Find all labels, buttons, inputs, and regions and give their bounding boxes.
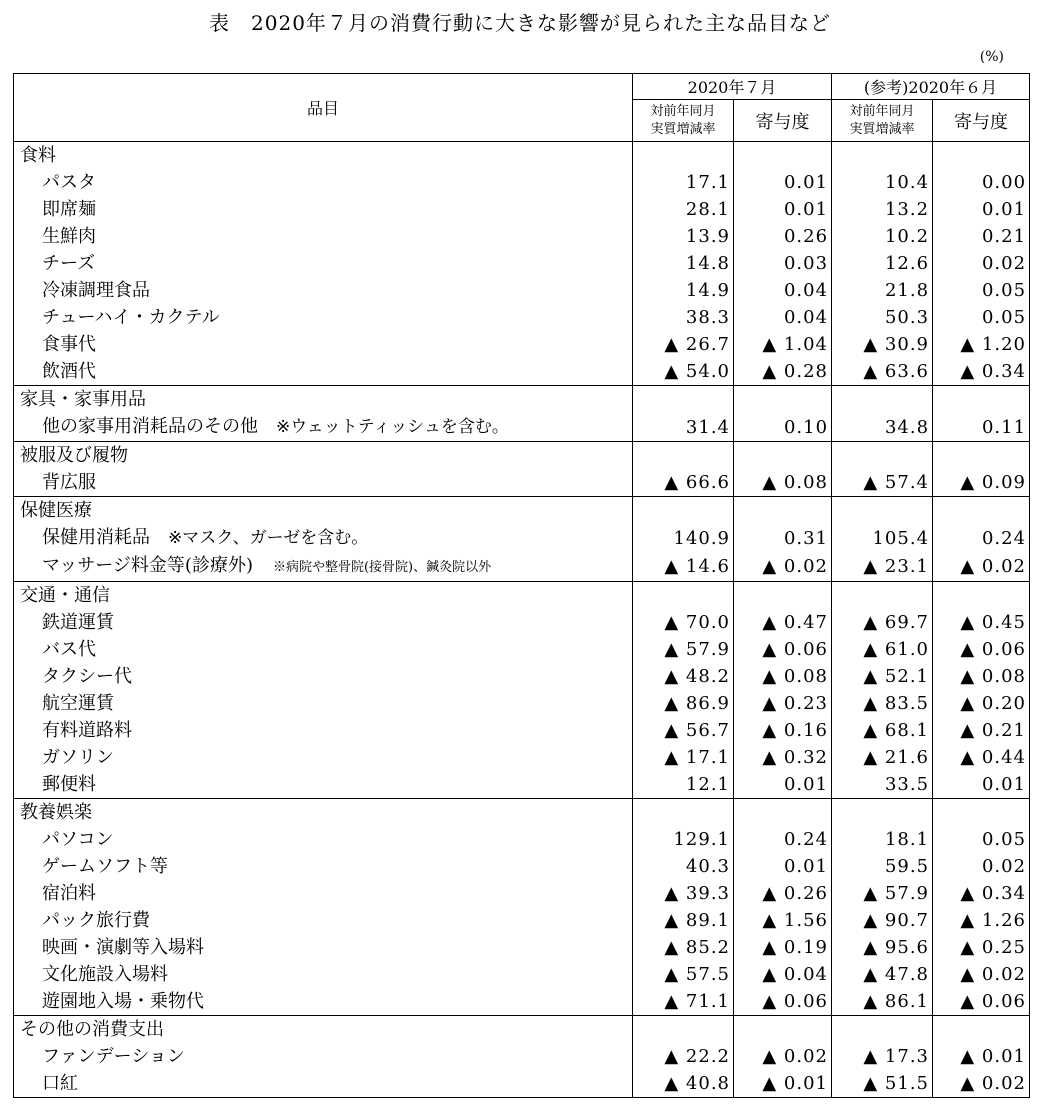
table-row [14,1070,1030,1098]
item-name: 生鮮肉 [42,226,96,247]
group-empty-cell [832,497,933,525]
value-cell: 105.4 [832,524,933,552]
table-row [14,169,1030,196]
table-row [14,552,1030,582]
group-empty-cell [933,799,1030,827]
value-cell: ▲ 26.7 [633,331,734,358]
item-name: ファンデーション [42,1046,185,1067]
item-name-cell [14,853,633,880]
value-cell: 50.3 [832,304,933,331]
value-cell: 38.3 [633,304,734,331]
value-cell: ▲ 70.0 [633,609,734,636]
item-name-cell [14,934,633,961]
item-note: ※病院や整骨院(接骨院)、鍼灸院以外 [272,560,492,575]
item-name-cell [14,1070,633,1098]
contribution-header: 寄与度 [734,100,832,142]
value-cell: ▲ 71.1 [633,988,734,1016]
change-rate-header-ref [832,100,933,142]
value-cell: ▲ 1.56 [734,907,832,934]
item-name: パスタ [42,172,96,193]
group-row [14,386,1030,414]
value-cell: 10.4 [832,169,933,196]
table-row [14,524,1030,552]
value-cell: ▲ 0.25 [933,934,1030,961]
value-cell: ▲ 39.3 [633,880,734,907]
value-cell: ▲ 22.2 [633,1043,734,1070]
value-cell: ▲ 0.19 [734,934,832,961]
group-row [14,582,1030,610]
group-empty-cell [832,1016,933,1044]
item-column-header: 品目 [14,74,633,142]
value-cell: 13.2 [832,196,933,223]
item-name: チューハイ・カクテル [42,307,220,328]
value-cell: ▲ 57.5 [633,961,734,988]
item-name-cell [14,469,633,497]
value-cell: 0.04 [734,277,832,304]
group-name: 交通・通信 [14,582,633,610]
item-name: 口紅 [42,1073,78,1094]
change-rate-header-line2: 実質増減率 [650,121,716,137]
value-cell: 14.9 [633,277,734,304]
table-row [14,988,1030,1016]
group-name: 被服及び履物 [14,442,633,470]
value-cell: 14.8 [633,250,734,277]
group-empty-cell [832,582,933,610]
item-name: 映画・演劇等入場料 [42,937,204,958]
item-name-cell [14,961,633,988]
change-rate-header-ref-line1: 対前年同月 [849,103,915,119]
value-cell: ▲ 89.1 [633,907,734,934]
value-cell: ▲ 56.7 [633,717,734,744]
value-cell: ▲ 0.08 [734,663,832,690]
value-cell: 140.9 [633,524,734,552]
group-row [14,1016,1030,1044]
value-cell: ▲ 0.34 [933,358,1030,386]
value-cell: ▲ 0.06 [734,636,832,663]
item-name-cell [14,988,633,1016]
value-cell: ▲ 0.04 [734,961,832,988]
table-row [14,250,1030,277]
period-current-header: 2020年７月 [633,74,832,100]
value-cell: 0.03 [734,250,832,277]
table-row [14,331,1030,358]
item-name-cell [14,880,633,907]
item-name: パソコン [42,829,114,850]
table-row [14,744,1030,771]
value-cell: 0.10 [734,413,832,442]
value-cell: ▲ 21.6 [832,744,933,771]
value-cell: ▲ 85.2 [633,934,734,961]
group-empty-cell [933,582,1030,610]
group-empty-cell [633,799,734,827]
value-cell: ▲ 61.0 [832,636,933,663]
item-name: 文化施設入場料 [42,964,168,985]
value-cell: ▲ 0.02 [734,1043,832,1070]
item-name-cell [14,744,633,771]
group-empty-cell [734,386,832,414]
group-name: 保健医療 [14,497,633,525]
value-cell: ▲ 52.1 [832,663,933,690]
value-cell: ▲ 0.02 [734,552,832,582]
value-cell: 10.2 [832,223,933,250]
value-cell: 13.9 [633,223,734,250]
value-cell: 0.05 [933,304,1030,331]
value-cell: ▲ 1.26 [933,907,1030,934]
value-cell: ▲ 30.9 [832,331,933,358]
value-cell: ▲ 0.34 [933,880,1030,907]
item-name-cell [14,304,633,331]
table-row [14,304,1030,331]
value-cell: 17.1 [633,169,734,196]
item-name: チーズ [42,253,96,274]
item-note: ※ウェットティッシュを含む。 [276,417,509,437]
group-empty-cell [734,582,832,610]
item-name: バス代 [42,639,96,660]
unit-label: (%) [979,49,1004,65]
group-name: 家具・家事用品 [14,386,633,414]
value-cell: ▲ 0.01 [933,1043,1030,1070]
item-name-cell [14,196,633,223]
item-name: 宿泊料 [42,883,96,904]
item-name: 飲酒代 [42,361,96,382]
item-name-cell [14,169,633,196]
value-cell: 0.01 [933,771,1030,799]
value-cell: ▲ 23.1 [832,552,933,582]
item-name: 有料道路料 [42,720,132,741]
value-cell: ▲ 0.08 [734,469,832,497]
group-empty-cell [832,799,933,827]
value-cell: 21.8 [832,277,933,304]
table-row [14,413,1030,442]
group-empty-cell [832,142,933,170]
table-row [14,771,1030,799]
item-note: ※マスク、ガーゼを含む。 [168,528,369,548]
value-cell: 28.1 [633,196,734,223]
value-cell: 0.11 [933,413,1030,442]
item-name-cell [14,358,633,386]
item-name: ゲームソフト等 [42,856,168,877]
value-cell: 0.01 [734,853,832,880]
value-cell: ▲ 40.8 [633,1070,734,1098]
group-row [14,142,1030,170]
item-name-cell [14,609,633,636]
group-empty-cell [633,497,734,525]
value-cell: ▲ 48.2 [633,663,734,690]
item-name: パック旅行費 [42,910,150,931]
table-row [14,196,1030,223]
value-cell: 0.01 [734,169,832,196]
value-cell: ▲ 66.6 [633,469,734,497]
item-name: ガソリン [42,747,114,768]
item-name: 食事代 [42,334,96,355]
value-cell: 0.24 [933,524,1030,552]
value-cell: 34.8 [832,413,933,442]
table-row [14,717,1030,744]
item-name-cell [14,771,633,799]
value-cell: 0.01 [734,196,832,223]
item-name-cell [14,223,633,250]
item-name: 他の家事用消耗品のその他 [42,416,258,437]
table-row [14,1043,1030,1070]
item-name-cell [14,717,633,744]
value-cell: 0.21 [933,223,1030,250]
value-cell: 0.24 [734,826,832,853]
value-cell: ▲ 0.44 [933,744,1030,771]
group-empty-cell [734,799,832,827]
value-cell: ▲ 1.04 [734,331,832,358]
group-empty-cell [933,442,1030,470]
item-name: 即席麺 [42,199,96,220]
table-row [14,277,1030,304]
value-cell: ▲ 47.8 [832,961,933,988]
value-cell: 0.01 [933,196,1030,223]
group-empty-cell [633,386,734,414]
value-cell: ▲ 0.21 [933,717,1030,744]
value-cell: ▲ 0.16 [734,717,832,744]
contribution-header-ref: 寄与度 [933,100,1030,142]
item-name: 背広服 [42,472,96,493]
value-cell: ▲ 0.20 [933,690,1030,717]
group-empty-cell [734,1016,832,1044]
change-rate-header-ref-line2: 実質増減率 [849,121,915,137]
group-empty-cell [933,497,1030,525]
group-row [14,799,1030,827]
value-cell: ▲ 0.28 [734,358,832,386]
value-cell: ▲ 54.0 [633,358,734,386]
group-empty-cell [633,582,734,610]
item-name: 航空運賃 [42,693,114,714]
item-name-cell [14,636,633,663]
value-cell: 0.05 [933,826,1030,853]
item-name-cell [14,524,633,552]
table-row [14,934,1030,961]
value-cell: ▲ 86.1 [832,988,933,1016]
value-cell: ▲ 17.1 [633,744,734,771]
group-empty-cell [933,1016,1030,1044]
table-row [14,907,1030,934]
value-cell: ▲ 14.6 [633,552,734,582]
value-cell: ▲ 51.5 [832,1070,933,1098]
table-row [14,469,1030,497]
item-name: 保健用消耗品 [42,527,150,548]
value-cell: ▲ 63.6 [832,358,933,386]
value-cell: ▲ 0.47 [734,609,832,636]
group-empty-cell [633,1016,734,1044]
value-cell: ▲ 1.20 [933,331,1030,358]
item-name-cell [14,1043,633,1070]
value-cell: ▲ 86.9 [633,690,734,717]
group-empty-cell [633,142,734,170]
value-cell: ▲ 0.45 [933,609,1030,636]
value-cell: 0.04 [734,304,832,331]
change-rate-header [633,100,734,142]
table-row [14,690,1030,717]
item-name-cell [14,277,633,304]
value-cell: ▲ 57.9 [832,880,933,907]
table-row [14,826,1030,853]
value-cell: ▲ 0.23 [734,690,832,717]
group-empty-cell [832,386,933,414]
value-cell: ▲ 0.08 [933,663,1030,690]
value-cell: ▲ 95.6 [832,934,933,961]
value-cell: 18.1 [832,826,933,853]
item-name: 冷凍調理食品 [42,280,150,301]
value-cell: 59.5 [832,853,933,880]
table-row [14,853,1030,880]
value-cell: 40.3 [633,853,734,880]
value-cell: 0.02 [933,250,1030,277]
value-cell: ▲ 68.1 [832,717,933,744]
value-cell: 31.4 [633,413,734,442]
table-row [14,880,1030,907]
value-cell: ▲ 0.02 [933,961,1030,988]
value-cell: ▲ 0.09 [933,469,1030,497]
item-name-cell [14,663,633,690]
item-name-cell [14,826,633,853]
value-cell: ▲ 0.06 [933,636,1030,663]
group-name: 教養娯楽 [14,799,633,827]
value-cell: 0.26 [734,223,832,250]
value-cell: 0.02 [933,853,1030,880]
group-empty-cell [933,142,1030,170]
value-cell: ▲ 57.9 [633,636,734,663]
value-cell: ▲ 0.26 [734,880,832,907]
value-cell: ▲ 17.3 [832,1043,933,1070]
value-cell: ▲ 0.02 [933,552,1030,582]
value-cell: 12.6 [832,250,933,277]
value-cell: ▲ 0.02 [933,1070,1030,1098]
period-reference-header: (参考)2020年６月 [832,74,1030,100]
value-cell: ▲ 0.06 [933,988,1030,1016]
group-name: その他の消費支出 [14,1016,633,1044]
group-empty-cell [734,442,832,470]
value-cell: ▲ 0.32 [734,744,832,771]
table-body [14,142,1030,1098]
item-name-cell [14,552,633,582]
value-cell: ▲ 57.4 [832,469,933,497]
table-title: 表 2020年７月の消費行動に大きな影響が見られた主な品目など [209,11,831,35]
table-row [14,663,1030,690]
item-name-cell [14,690,633,717]
value-cell: ▲ 69.7 [832,609,933,636]
group-name: 食料 [14,142,633,170]
table-row [14,223,1030,250]
value-cell: 129.1 [633,826,734,853]
group-empty-cell [734,142,832,170]
group-empty-cell [633,442,734,470]
item-name: タクシー代 [42,666,132,687]
table-row [14,609,1030,636]
value-cell: 33.5 [832,771,933,799]
value-cell: 12.1 [633,771,734,799]
value-cell: 0.31 [734,524,832,552]
item-name-cell [14,413,633,442]
value-cell: 0.00 [933,169,1030,196]
item-name: 遊園地入場・乗物代 [42,991,204,1012]
item-name-cell [14,250,633,277]
table-row [14,358,1030,386]
item-name: マッサージ料金等(診療外) [42,555,253,576]
value-cell: 0.05 [933,277,1030,304]
table-row [14,961,1030,988]
value-cell: ▲ 0.01 [734,1070,832,1098]
group-empty-cell [734,497,832,525]
group-row [14,442,1030,470]
value-cell: ▲ 0.06 [734,988,832,1016]
change-rate-header-line1: 対前年同月 [650,103,716,119]
table-row [14,636,1030,663]
consumption-table [13,73,1030,1098]
item-name: 郵便料 [42,774,96,795]
item-name-cell [14,907,633,934]
value-cell: ▲ 90.7 [832,907,933,934]
group-empty-cell [933,386,1030,414]
value-cell: 0.01 [734,771,832,799]
item-name: 鉄道運賃 [42,612,114,633]
item-name-cell [14,331,633,358]
value-cell: ▲ 83.5 [832,690,933,717]
group-row [14,497,1030,525]
group-empty-cell [832,442,933,470]
